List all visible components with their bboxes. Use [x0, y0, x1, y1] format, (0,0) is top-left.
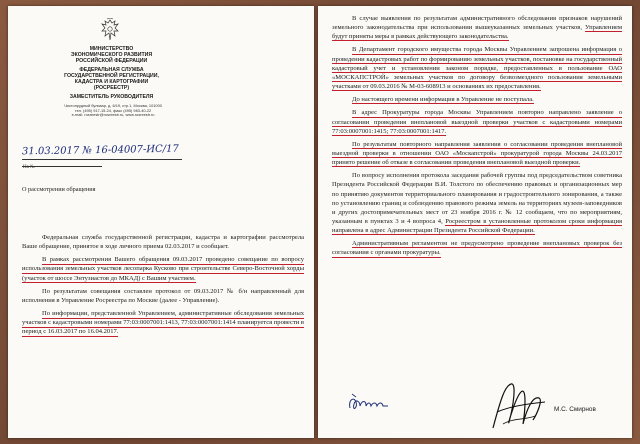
paragraph — [22, 309, 304, 336]
paragraph — [332, 108, 622, 135]
paragraph — [332, 14, 622, 41]
paragraph — [332, 140, 622, 167]
reference-label: На № — [23, 165, 35, 170]
underlined-text: По результатам повторного направления заявления о согласовании проведения внеплановой выездной проверки в отношении ОАО «Москапстрой» прокуратурой города Москвы 24.03.2017 принято решение об отказе в согласовании проведения внеплановой выездной проверки. — [332, 140, 622, 167]
paragraph-text: В случае выявления по результатам административного обследования признаков нарушений земельного законодательства при использовании вышеуказанных земельных участков, — [332, 15, 622, 32]
underlined-text: До настоящего времени информация в Управление не поступала. — [352, 96, 534, 104]
paragraph-text: Федеральная служба государственной регистрации, кадастра и картографии рассмотрела Ваше обращение, принятое в ходе личного приема 02.03.2017 и сообщает. — [22, 234, 304, 251]
ministry-name: МИНИСТЕРСТВО ЭКОНОМИЧЕСКОГО РАЗВИТИЯ РОССИЙСКОЙ ФЕДЕРАЦИИ — [70, 46, 153, 64]
paragraph — [332, 239, 622, 257]
paragraph-text: По результатам совещания составлен протокол от 09.03.2017 № б/н направленный для исполнения в Управление Росреестра по Москве (далее - Управление). — [22, 287, 304, 304]
registration-number: 31.03.2017 № 16-04007-ИС/17 — [21, 143, 179, 158]
paragraph — [332, 95, 622, 104]
letter-body-right — [332, 14, 622, 262]
subject-line: О рассмотрении обращения — [22, 186, 96, 193]
underlined-text: По информации, представленной Управлением, административные обследования земельных участков с кадастровыми номерами 77:03:0007001:1413, 77:03:0007001:1414 планируется провести в период с 16.03.2017 по 16.04.2017. — [22, 310, 304, 336]
handwritten-signature-main — [483, 378, 553, 436]
paragraph — [22, 255, 304, 282]
paragraph — [332, 171, 622, 235]
underlined-text: В рамках рассмотрения Вашего обращения 09.03.2017 проведено совещание по вопросу использования земельных участков лесопарка Кусково при строительстве Северо-Восточной хорды (участок от шоссе Энтузиастов до МКАД) с Вашим участием. — [22, 256, 304, 282]
service-name: ФЕДЕРАЛЬНАЯ СЛУЖБА ГОСУДАРСТВЕННОЙ РЕГИСТРАЦИИ, КАДАСТРА И КАРТОГРАФИИ (РОСРЕЕСТР) — [64, 67, 159, 91]
underlined-text: В Департамент городского имущества города Москвы Управлением запрошена информация о проведении кадастровых работ по формированию земельных участков, постановке на государственный кадастровый учет и установлении законом порядке, предоставленных в пользование ОАО «МОСКАПСТРОЙ» земельных участков по договору безвозмездного пользования земельными участками от 09.03.2016 № М-03-608913 и основаниях их предоставления. — [332, 46, 622, 90]
document-page-1 — [8, 6, 314, 438]
paragraph-text: По вопросу исполнения протокола заседания рабочей группы под председательством советника Президента Российской Федерации В.И. Толстого по обеспечению правовых и организационных мер по принятию документов территориального планирования и градостроительного зонирования, а также по установлению границ и соблюдению правового режима земель на территориях музеев-заповедников и других достопримечательных мест от 23 ноября 2016 г. № 12 сообщаем, что по мероприятиям, указанным в пунктах 3 и 4 вопроса 4, — [332, 172, 622, 225]
paragraph — [22, 287, 304, 305]
underlined-text: Административным регламентом не предусмотрено проведение внеплановых проверок без согласования с органами прокуратуры. — [332, 240, 622, 257]
coat-of-arms-icon — [99, 18, 121, 44]
signatory-name: М.С. Смирнов — [554, 406, 596, 413]
address-block: Чистопрудный бульвар, д. 6/19, стр.1, Москва, 101000 тел. (495) 917-15-24, факс (495) 983-40-22 e-mail: rosreestr@rosreestr.ru, www.rosreestr.ru — [64, 103, 162, 118]
paragraph — [332, 45, 622, 90]
underlined-text: Управлением будут приняты меры в рамках действующего законодательства. — [332, 24, 622, 41]
underlined-text: Росреестром в установленные протоколом сроки информация направлена в адрес Администрации Президента Российской Федерации. — [332, 217, 623, 234]
deputy-title: ЗАМЕСТИТЕЛЬ РУКОВОДИТЕЛЯ — [69, 94, 154, 100]
signature-area — [328, 384, 624, 436]
handwritten-signature-left — [346, 390, 406, 416]
paragraph — [22, 233, 304, 251]
underlined-text: В адрес Прокуратуры города Москвы Управлением повторно направлено заявление о согласовании проведения внеплановой выездной проверки участков с кадастровыми номерами 77:03:0007001:1415; 77:03:0007001:1417. — [332, 109, 622, 135]
letter-body-left — [22, 233, 304, 341]
document-page-2 — [318, 6, 632, 438]
